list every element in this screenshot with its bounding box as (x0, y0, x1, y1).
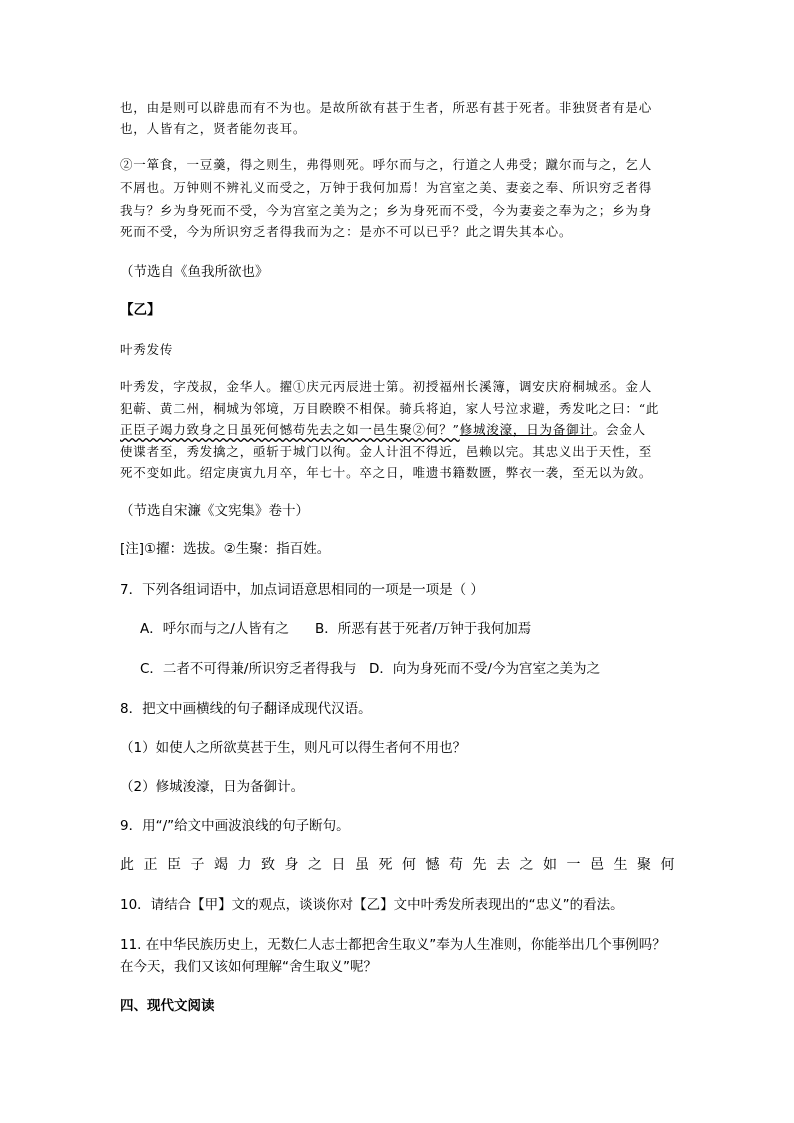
question-9: 9．用“/”给文中画波浪线的句子断句。 (120, 818, 350, 834)
question-8-part-2: （2）修城浚濠，日为备御计。 (120, 779, 305, 795)
underlined-sentence: 修城浚濠，日为备御计 (459, 422, 593, 437)
question-8-part-1: （1）如使人之所欲莫甚于生，则凡可以得生者何不用也？ (120, 740, 467, 756)
q7-option-b: B．所恶有甚于死者/万钟于我何加焉 (315, 621, 532, 637)
yi-passage-line: 死不变如此。绍定庚寅九月卒，年七十。卒之日，唯遗书籍数匮，弊衣一袭，至无以为敛。 (120, 465, 653, 480)
section-heading: 四、现代文阅读 (120, 998, 215, 1014)
question-11-line: 11. 在中华民族历史上，无数仁人志士都把舍生取义”奉为人生准则，你能举出几个事例吗？ (120, 937, 666, 953)
yi-title: 叶秀发传 (120, 342, 174, 357)
yi-passage-line: 正臣子竭力致身之日虽死何憾苟先去之如一邑生聚②何？”修城浚濠，日为备御计。会金人 (120, 422, 646, 437)
jia-passage-line: 死而不受，今为所识穷乏者得我而为之：是亦不可以已乎？此之谓失其本心。 (120, 224, 573, 239)
jia-passage-line: ②一箪食，一豆羹，得之则生，弗得则死。呼尔而与之，行道之人弗受；蹴尔而与之，乞人 (120, 157, 653, 172)
jia-passage-line: 也，人皆有之，贤者能勿丧耳。 (120, 121, 307, 136)
question-11-line: 在今天，我们又该如何理解“舍生取义”呢？ (120, 959, 377, 975)
yi-passage-line: 叶秀发，字茂叔，金华人。擢①庆元丙辰进士第。初授福州长溪簿，调安庆府桐城丞。金人 (120, 379, 653, 394)
question-7: 7．下列各组词语中，加点词语意思相同的一项是一项是（ ） (120, 582, 484, 598)
q7-option-d: D．向为身死而不受/今为宫室之美为之 (369, 661, 600, 677)
q9-sentence: 此正臣子竭力致身之日虽死何憾苟先去之如一邑生聚何 (120, 857, 684, 873)
question-8: 8．把文中画横线的句子翻译成现代汉语。 (120, 701, 372, 717)
q7-option-c: C．二者不可得兼/所识穷乏者得我与 (140, 661, 357, 677)
jia-source: （节选自《鱼我所欲也》 (120, 264, 269, 280)
yi-source: （节选自宋濂《文宪集》卷十） (120, 503, 309, 519)
jia-passage-line: 我与？乡为身死而不受，今为宫室之美为之；乡为身死而不受，今为妻妾之奉为之；乡为身 (120, 203, 653, 218)
wavy-underlined-sentence: 正臣子竭力致身之日虽死何憾苟先去之如一邑生聚②何？” (120, 422, 460, 437)
jia-passage-line: 不屑也。万钟则不辨礼义而受之，万钟于我何加焉！为宫室之美、妻妾之奉、所识穷乏者得 (120, 180, 653, 195)
yi-passage-line: 犯蕲、黄二州，桐城为邻境，万目睽睽不相保。骑兵将迫，家人号泣求避，秀发叱之曰：“此 (120, 401, 660, 416)
yi-heading: 【乙】 (120, 302, 161, 318)
jia-passage-line: 也，由是则可以辟患而有不为也。是故所欲有甚于生者，所恶有甚于死者。非独贤者有是心 (120, 100, 653, 115)
q7-option-a: A．呼尔而与之/人皆有之 (140, 621, 289, 637)
yi-note: [注]①擢：选拔。②生聚：指百姓。 (120, 541, 331, 557)
yi-passage-line: 使谍者至，秀发擒之，亟斩于城门以徇。金人计沮不得近，邑赖以完。其忠义出于天性，至 (120, 444, 653, 459)
question-10: 10．请结合【甲】文的观点，谈谈你对【乙】文中叶秀发所表现出的“忠义”的看法。 (120, 897, 624, 913)
